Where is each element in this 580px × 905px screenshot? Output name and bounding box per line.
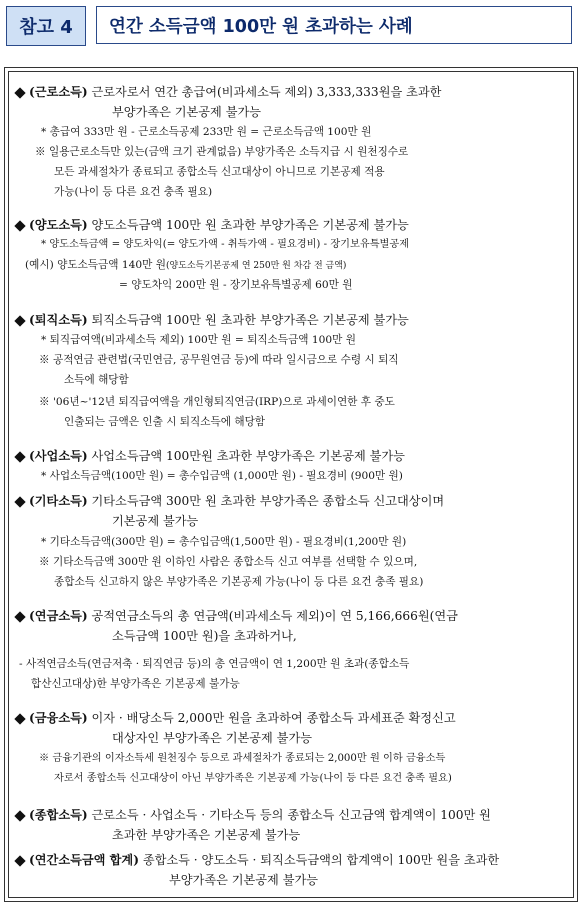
section-text: 이자 · 배당소득 2,000만 원을 초과하여 종합소득 과세표준 확정신고 <box>91 711 456 725</box>
section-text: 근로소득 · 사업소득 · 기타소득 등의 종합소득 신고금액 합계액이 100만 원 <box>91 808 491 822</box>
note-text: * 양도소득금액 = 양도차익(= 양도가액 - 취득가액 - 필요경비) - 장기보유특별공제 <box>41 239 410 250</box>
diamond-bullet-icon <box>14 611 25 622</box>
section-heading: (종합소득) <box>29 808 88 822</box>
section-text: 소득금액 100만 원)을 초과하거나, <box>112 629 297 643</box>
diamond-bullet-icon <box>14 496 25 507</box>
note-text: 인출되는 금액은 인출 시 퇴직소득에 해당함 <box>64 416 266 428</box>
section-text: 종합소득 · 양도소득 · 퇴직소득금액의 합계액이 100만 원을 초과한 <box>142 853 500 867</box>
note-text: * 사업소득금액(100만 원) = 총수입금액 (1,000만 원) - 필요경비 (900만 원) <box>41 470 403 482</box>
section-text: 퇴직소득금액 100만 원 초과한 부양가족은 기본공제 불가능 <box>91 313 409 327</box>
section-text: 기본공제 불가능 <box>112 514 199 528</box>
section-heading: (퇴직소득) <box>29 313 88 327</box>
diamond-bullet-icon <box>14 855 25 866</box>
section-text: 대상자인 부양가족은 기본공제 불가능 <box>112 731 312 745</box>
note-text: 모든 과세절차가 종료되고 종합소득 신고대상이 아니므로 기본공제 적용 <box>54 166 385 178</box>
note-text: ※ '06년~'12년 퇴직급여액을 개인형퇴직연금(IRP)으로 과세이연한 후 중도 <box>39 396 395 408</box>
page-title: 연간 소득금액 100만 원 초과하는 사례 <box>96 6 572 44</box>
diamond-bullet-icon <box>14 220 25 231</box>
note-text: - 사적연금소득(연금저축 · 퇴직연금 등)의 총 연금액이 연 1,200만 원 초과(종합소득 <box>19 658 410 670</box>
section-text: 사업소득금액 100만원 초과한 부양가족은 기본공제 불가능 <box>91 449 405 463</box>
content-inner-box <box>8 71 574 898</box>
section-text: 초과한 부양가족은 기본공제 불가능 <box>112 828 301 842</box>
note-text: 가능(나이 등 다른 요건 충족 필요) <box>54 186 213 198</box>
section-text: 기타소득금액 300만 원 초과한 부양가족은 종합소득 신고대상이며 <box>91 494 445 508</box>
section-text: 양도소득금액 100만 원 초과한 부양가족은 기본공제 불가능 <box>91 218 409 232</box>
note-text: ※ 금융기관의 이자소득세 원천징수 등으로 과세절차가 종료되는 2,000만 원 이하 금융소득 <box>39 753 446 764</box>
section-text: 공적연금소득의 총 연금액(비과세소득 제외)이 연 5,166,666원(연금 <box>91 609 458 623</box>
example-note: (양도소득기본공제 연 250만 원 차감 전 금액) <box>165 261 347 271</box>
section-text: 근로자로서 연간 총급여(비과세소득 제외) 3,333,333원을 초과한 <box>91 85 442 99</box>
section-heading: (기타소득) <box>29 494 88 508</box>
section-heading: (연간소득금액 합계) <box>29 853 139 867</box>
diamond-bullet-icon <box>14 451 25 462</box>
note-text: * 퇴직급여액(비과세소득 제외) 100만 원 = 퇴직소득금액 100만 원 <box>41 334 356 346</box>
note-text: 종합소득 신고하지 않은 부양가족은 기본공제 가능(나이 등 다른 요건 충족 필요) <box>54 576 424 588</box>
content-box <box>4 67 578 902</box>
diamond-bullet-icon <box>14 315 25 326</box>
section-heading: (근로소득) <box>29 85 88 99</box>
diamond-bullet-icon <box>14 810 25 821</box>
example-text: = 양도차익 200만 원 - 장기보유특별공제 60만 원 <box>119 279 353 291</box>
note-text: ※ 공적연금 관련법(국민연금, 공무원연금 등)에 따라 일시금으로 수령 시 퇴직 <box>39 354 399 366</box>
note-text: ※ 기타소득금액 300만 원 이하인 사람은 종합소득 신고 여부를 선택할 수 있으며, <box>39 556 418 568</box>
note-text: 소득에 해당함 <box>64 374 129 386</box>
note-text: * 기타소득금액(300만 원) = 총수입금액(1,500만 원) - 필요경비(1,200만 원) <box>41 536 407 548</box>
note-text: ※ 일용근로소득만 있는(금액 크기 관계없음) 부양가족은 소득지급 시 원천징수로 <box>35 146 409 158</box>
section-heading: (사업소득) <box>29 449 88 463</box>
example-text: (예시) 양도소득금액 140만 원 <box>25 259 166 271</box>
note-text: 자로서 종합소득 신고대상이 아닌 부양가족은 기본공제 가능(나이 등 다른 요건 충족 필요) <box>54 773 452 784</box>
reference-tag: 참고 4 <box>6 6 86 46</box>
section-text: 부양가족은 기본공제 불가능 <box>169 873 319 887</box>
section-text: 부양가족은 기본공제 불가능 <box>112 105 262 119</box>
note-text: * 총급여 333만 원 - 근로소득공제 233만 원 = 근로소득금액 100만 원 <box>41 126 372 138</box>
section-heading: (양도소득) <box>29 218 88 232</box>
header <box>6 6 574 46</box>
diamond-bullet-icon <box>14 87 25 98</box>
section-heading: (연금소득) <box>29 609 88 623</box>
note-text: 합산신고대상)한 부양가족은 기본공제 불가능 <box>31 678 240 690</box>
diamond-bullet-icon <box>14 713 25 724</box>
section-heading: (금융소득) <box>29 711 88 725</box>
